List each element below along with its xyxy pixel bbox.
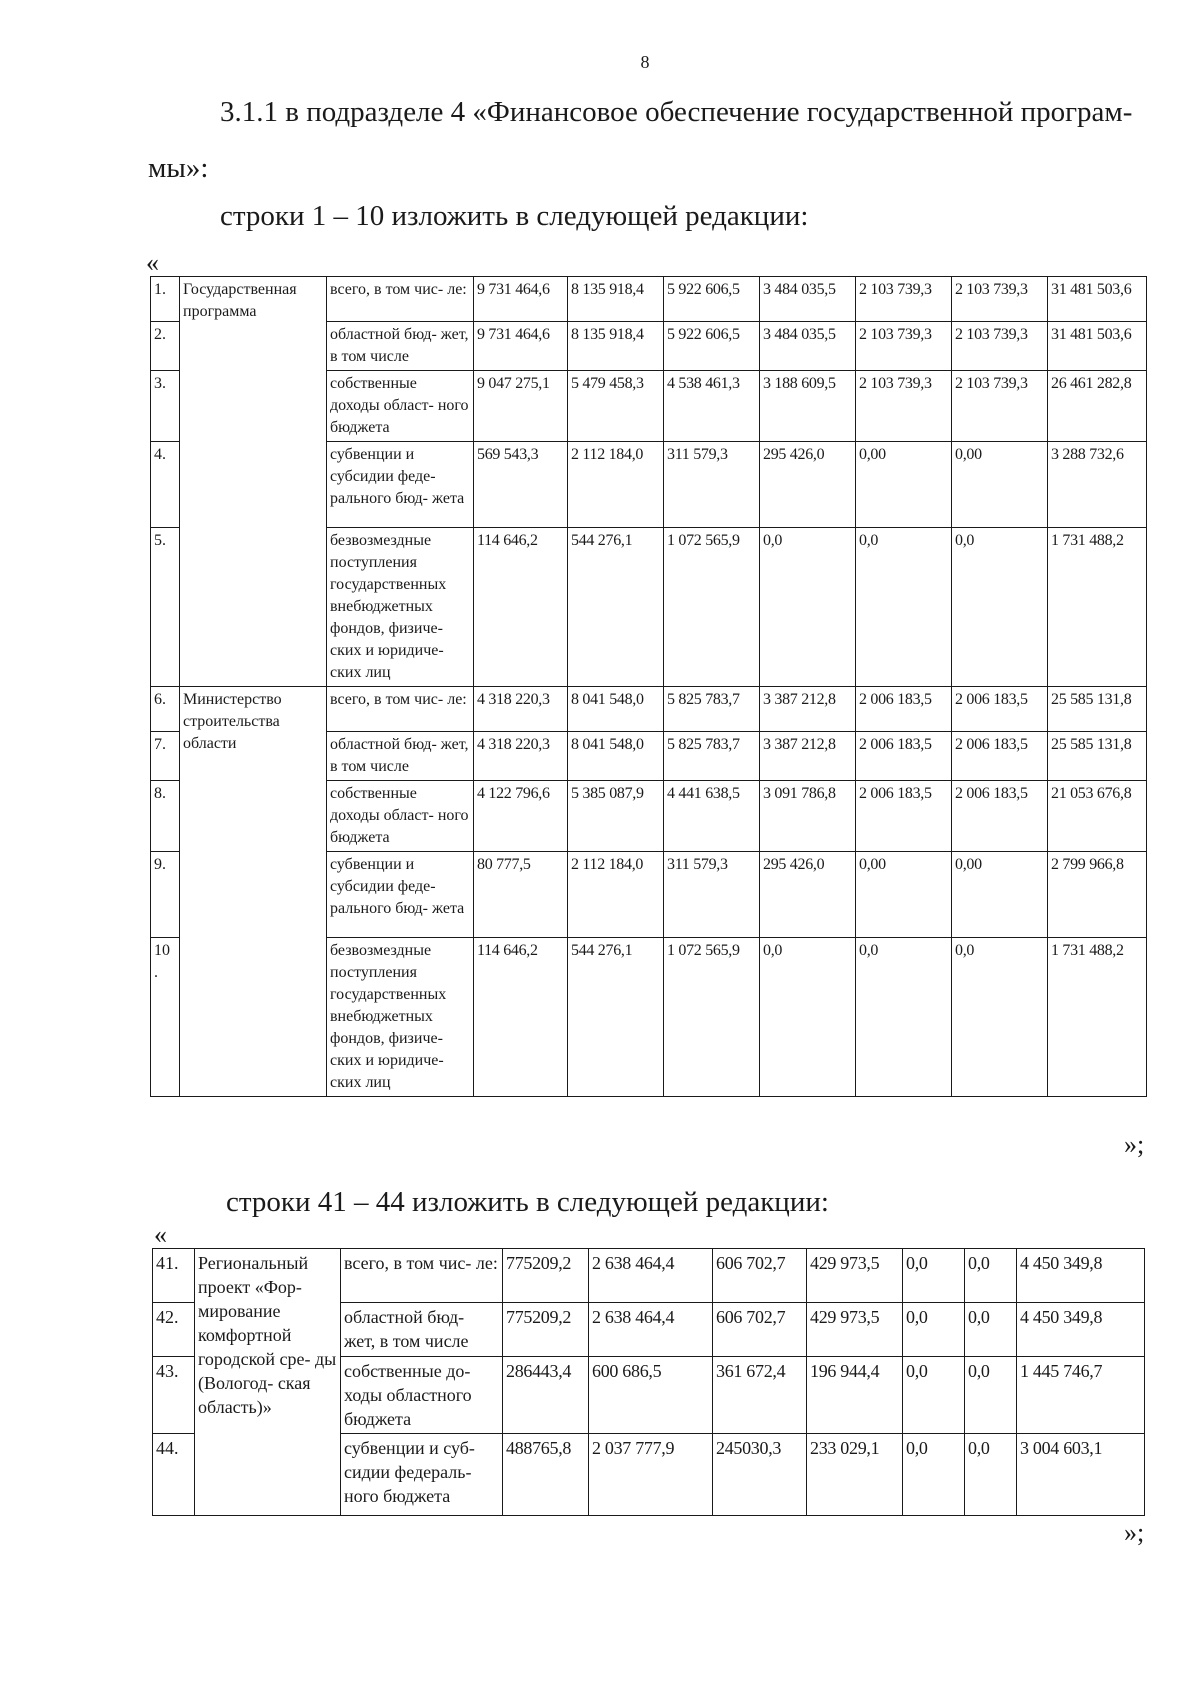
value-cell: 3 387 212,8 xyxy=(760,687,856,732)
row-number: 3. xyxy=(151,371,180,442)
value-cell: 9 047 275,1 xyxy=(474,371,568,442)
value-cell: 2 103 739,3 xyxy=(856,277,952,322)
value-cell: 5 385 087,9 xyxy=(568,781,664,852)
value-cell: 2 638 464,4 xyxy=(589,1249,713,1303)
value-cell: 2 103 739,3 xyxy=(856,371,952,442)
value-cell: 3 004 603,1 xyxy=(1017,1434,1145,1516)
row-category: собственные доходы област- ного бюджета xyxy=(327,371,474,442)
heading-line-2: мы»: xyxy=(148,152,209,184)
value-cell: 600 686,5 xyxy=(589,1357,713,1434)
value-cell: 0,0 xyxy=(760,528,856,687)
row-category: безвозмездные поступления государственных внебюджетных фондов, физиче- ских и юридиче- ских лиц xyxy=(327,528,474,687)
value-cell: 544 276,1 xyxy=(568,528,664,687)
value-cell: 0,0 xyxy=(965,1357,1017,1434)
value-cell: 361 672,4 xyxy=(713,1357,807,1434)
value-cell: 488765,8 xyxy=(503,1434,589,1516)
value-cell: 0,0 xyxy=(952,528,1048,687)
row-category: собственные до- ходы областного бюджета xyxy=(341,1357,503,1434)
value-cell: 3 188 609,5 xyxy=(760,371,856,442)
value-cell: 0,00 xyxy=(856,852,952,938)
section1-table xyxy=(150,276,1147,1097)
row-number: 1. xyxy=(151,277,180,322)
value-cell: 606 702,7 xyxy=(713,1249,807,1303)
row-category: субвенции и суб- сидии федераль- ного бюджета xyxy=(341,1434,503,1516)
value-cell: 9 731 464,6 xyxy=(474,322,568,371)
row-number: 5. xyxy=(151,528,180,687)
value-cell: 2 006 183,5 xyxy=(856,732,952,781)
value-cell: 1 072 565,9 xyxy=(664,528,760,687)
value-cell: 429 973,5 xyxy=(807,1249,903,1303)
value-cell: 2 799 966,8 xyxy=(1048,852,1147,938)
row-number: 6. xyxy=(151,687,180,732)
section2-intro: строки 41 – 44 изложить в следующей редакции: xyxy=(226,1186,829,1218)
value-cell: 2 037 777,9 xyxy=(589,1434,713,1516)
row-category: безвозмездные поступления государственных внебюджетных фондов, физиче- ских и юридиче- ских лиц xyxy=(327,938,474,1097)
section1-open-quote: « xyxy=(146,248,159,277)
section2-open-quote: « xyxy=(154,1220,167,1249)
table-row xyxy=(153,1249,1145,1303)
table-row xyxy=(151,687,1147,732)
section1-close-quote: »; xyxy=(1124,1130,1145,1159)
value-cell: 1 731 488,2 xyxy=(1048,938,1147,1097)
value-cell: 5 825 783,7 xyxy=(664,687,760,732)
heading-line-1: 3.1.1 в подразделе 4 «Финансовое обеспечение государственной програм- xyxy=(220,96,1133,128)
row-number: 42. xyxy=(153,1303,195,1357)
value-cell: 114 646,2 xyxy=(474,938,568,1097)
value-cell: 429 973,5 xyxy=(807,1303,903,1357)
value-cell: 0,0 xyxy=(965,1303,1017,1357)
value-cell: 0,00 xyxy=(952,852,1048,938)
row-number: 8. xyxy=(151,781,180,852)
value-cell: 2 112 184,0 xyxy=(568,442,664,528)
value-cell: 2 103 739,3 xyxy=(856,322,952,371)
value-cell: 8 135 918,4 xyxy=(568,277,664,322)
value-cell: 0,0 xyxy=(903,1249,965,1303)
value-cell: 4 318 220,3 xyxy=(474,687,568,732)
value-cell: 4 538 461,3 xyxy=(664,371,760,442)
value-cell: 8 041 548,0 xyxy=(568,687,664,732)
section2-close-quote: »; xyxy=(1124,1518,1145,1547)
row-category: субвенции и субсидии феде- рального бюд- жета xyxy=(327,442,474,528)
value-cell: 311 579,3 xyxy=(664,442,760,528)
value-cell: 4 122 796,6 xyxy=(474,781,568,852)
value-cell: 9 731 464,6 xyxy=(474,277,568,322)
value-cell: 8 041 548,0 xyxy=(568,732,664,781)
value-cell: 569 543,3 xyxy=(474,442,568,528)
value-cell: 775209,2 xyxy=(503,1303,589,1357)
value-cell: 114 646,2 xyxy=(474,528,568,687)
value-cell: 0,00 xyxy=(952,442,1048,528)
row-number: 10 . xyxy=(151,938,180,1097)
value-cell: 196 944,4 xyxy=(807,1357,903,1434)
value-cell: 2 006 183,5 xyxy=(856,781,952,852)
row-group: Региональный проект «Фор- мирование комфортной городской сре- ды (Вологод- ская область)» xyxy=(195,1249,341,1516)
section1-intro: строки 1 – 10 изложить в следующей редакции: xyxy=(220,200,809,232)
value-cell: 1 445 746,7 xyxy=(1017,1357,1145,1434)
value-cell: 2 006 183,5 xyxy=(952,732,1048,781)
value-cell: 3 484 035,5 xyxy=(760,322,856,371)
value-cell: 2 112 184,0 xyxy=(568,852,664,938)
value-cell: 3 484 035,5 xyxy=(760,277,856,322)
table-row xyxy=(151,277,1147,322)
row-category: собственные доходы област- ного бюджета xyxy=(327,781,474,852)
value-cell: 5 825 783,7 xyxy=(664,732,760,781)
value-cell: 0,0 xyxy=(760,938,856,1097)
value-cell: 4 318 220,3 xyxy=(474,732,568,781)
row-number: 2. xyxy=(151,322,180,371)
value-cell: 233 029,1 xyxy=(807,1434,903,1516)
value-cell: 2 006 183,5 xyxy=(856,687,952,732)
row-number: 43. xyxy=(153,1357,195,1434)
value-cell: 4 450 349,8 xyxy=(1017,1303,1145,1357)
value-cell: 2 103 739,3 xyxy=(952,371,1048,442)
value-cell: 775209,2 xyxy=(503,1249,589,1303)
value-cell: 5 479 458,3 xyxy=(568,371,664,442)
value-cell: 0,0 xyxy=(903,1357,965,1434)
row-category: всего, в том чис- ле: xyxy=(341,1249,503,1303)
section2-table xyxy=(152,1248,1145,1516)
value-cell: 21 053 676,8 xyxy=(1048,781,1147,852)
value-cell: 0,0 xyxy=(903,1303,965,1357)
value-cell: 0,0 xyxy=(856,938,952,1097)
row-number: 7. xyxy=(151,732,180,781)
value-cell: 2 638 464,4 xyxy=(589,1303,713,1357)
value-cell: 80 777,5 xyxy=(474,852,568,938)
value-cell: 0,00 xyxy=(856,442,952,528)
value-cell: 31 481 503,6 xyxy=(1048,322,1147,371)
value-cell: 286443,4 xyxy=(503,1357,589,1434)
row-category: субвенции и субсидии феде- рального бюд- жета xyxy=(327,852,474,938)
value-cell: 1 731 488,2 xyxy=(1048,528,1147,687)
value-cell: 2 006 183,5 xyxy=(952,781,1048,852)
value-cell: 4 450 349,8 xyxy=(1017,1249,1145,1303)
value-cell: 25 585 131,8 xyxy=(1048,687,1147,732)
page-number: 8 xyxy=(640,52,650,72)
value-cell: 0,0 xyxy=(903,1434,965,1516)
value-cell: 606 702,7 xyxy=(713,1303,807,1357)
value-cell: 3 387 212,8 xyxy=(760,732,856,781)
value-cell: 2 006 183,5 xyxy=(952,687,1048,732)
row-category: областной бюд- жет, в том числе xyxy=(341,1303,503,1357)
row-number: 9. xyxy=(151,852,180,938)
value-cell: 8 135 918,4 xyxy=(568,322,664,371)
value-cell: 0,0 xyxy=(952,938,1048,1097)
value-cell: 5 922 606,5 xyxy=(664,322,760,371)
value-cell: 3 288 732,6 xyxy=(1048,442,1147,528)
row-category: областной бюд- жет, в том числе xyxy=(327,732,474,781)
value-cell: 0,0 xyxy=(965,1249,1017,1303)
value-cell: 295 426,0 xyxy=(760,852,856,938)
value-cell: 544 276,1 xyxy=(568,938,664,1097)
row-category: всего, в том чис- ле: xyxy=(327,687,474,732)
value-cell: 2 103 739,3 xyxy=(952,277,1048,322)
value-cell: 26 461 282,8 xyxy=(1048,371,1147,442)
row-number: 4. xyxy=(151,442,180,528)
value-cell: 311 579,3 xyxy=(664,852,760,938)
row-category: всего, в том чис- ле: xyxy=(327,277,474,322)
value-cell: 0,0 xyxy=(965,1434,1017,1516)
value-cell: 31 481 503,6 xyxy=(1048,277,1147,322)
value-cell: 245030,3 xyxy=(713,1434,807,1516)
row-category: областной бюд- жет, в том числе xyxy=(327,322,474,371)
value-cell: 1 072 565,9 xyxy=(664,938,760,1097)
row-number: 41. xyxy=(153,1249,195,1303)
value-cell: 0,0 xyxy=(856,528,952,687)
value-cell: 4 441 638,5 xyxy=(664,781,760,852)
row-group: Министерство строительства области xyxy=(180,687,327,1097)
value-cell: 295 426,0 xyxy=(760,442,856,528)
value-cell: 2 103 739,3 xyxy=(952,322,1048,371)
value-cell: 5 922 606,5 xyxy=(664,277,760,322)
value-cell: 25 585 131,8 xyxy=(1048,732,1147,781)
row-number: 44. xyxy=(153,1434,195,1516)
row-group: Государственная программа xyxy=(180,277,327,687)
value-cell: 3 091 786,8 xyxy=(760,781,856,852)
